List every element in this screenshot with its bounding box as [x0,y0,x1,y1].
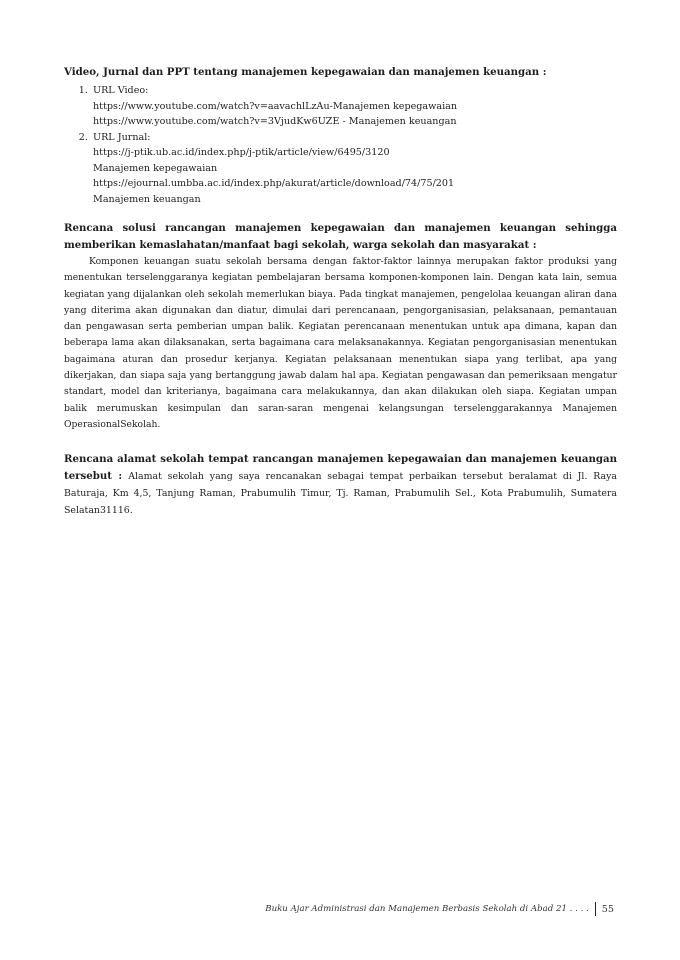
journal-caption-2: Manajemen keuangan [93,193,201,205]
section2-heading: Rencana solusi rancangan manajemen kepegawaian dan manajemen keuangan sehingga memberikan kemaslahatan/manfaat bagi sekolah, warga sekolah dan masyarakat : [64,222,617,251]
section3-block [64,451,617,519]
footer-divider [595,902,596,916]
footer-book-title: Buku Ajar Administrasi dan Manajemen Berbasis Sekolah di Abad 21 . . . . [265,904,589,914]
list-item-video [91,83,617,130]
video-url-1[interactable]: https://www.youtube.com/watch?v=aavachlLzAu-Manajemen kepegawaian [93,100,458,112]
video-url-2[interactable]: https://www.youtube.com/watch?v=3VjudKw6UZE - Manajemen keuangan [93,116,457,127]
journal-label: 2. URL Jurnal: [93,131,151,143]
section3-address: Alamat sekolah yang saya rencanakan sebagai tempat perbaikan tersebut beralamat di Jl. Raya Baturaja, Km 4,5, Tanjung Raman, Prabumulih Timur, Tj. Raman, Prabumulih Sel., Kota Prabumulih, Sumatera Selatan31116. [64,471,617,517]
video-label: 1. URL Video: [93,85,149,96]
section3-heading: Rencana alamat sekolah tempat rancangan manajemen kepegawaian dan manajemen keuangan tersebut : [64,453,617,483]
page-number: 55 [601,903,614,915]
journal-url-2[interactable]: https://ejournal.umbba.ac.id/index.php/akurat/article/download/74/75/201 [93,178,455,189]
journal-url-1[interactable]: https://j-ptik.ub.ac.id/index.php/j-ptik/article/view/6495/3120 [93,147,390,158]
section2-paragraph: Komponen keuangan suatu sekolah bersama dengan faktor-faktor lainnya merupakan faktor produksi yang menentukan terselenggaranya kegiatan pembelajaran bersama komponen-komponen lain. Dengan kata lain, semua kegiatan yang dijalankan oleh sekolah memerlukan biaya. Pada tingkat manajemen, pengelolaa keuangan aliran dana yang diterima akan digunakan dan diatur, dimulai dari perencanaan, pengorganisasian, pelaksanaan, pemantauan dan pengawasan serta pemberian umpan balik. Kegiatan perencanaan menentukan untuk apa dimana, kapan dan beberapa lama akan dilaksanakan, serta bagaimana cara melaksanakannya. Kegiatan pengorganisasian menentukan bagaimana aturan dan prosedur kerjanya. Kegiatan pelaksanaan menentukan siapa yang terlibat, apa yang dikerjakan, dan siapa saja yang bertanggung jawab dalam hal apa. Kegiatan pengawasan dan pemeriksaan mengatur standart, model dan kriterianya, bagaimana cara melakukannya, dan akan dilakukan oleh siapa. Kegiatan umpan balik merumuskan kesimpulan dan saran-saran mengenai kelangsungan terselenggarakannya Manajemen OperasionalSekolah. [64,256,617,430]
resource-list [64,83,617,207]
journal-caption-1: Manajemen kepegawaian [93,162,218,174]
section1-heading: Video, Jurnal dan PPT tentang manajemen kepegawaian dan manajemen keuangan : [64,66,547,78]
page-footer [265,902,614,916]
list-item-journal [91,130,617,208]
page-content [64,64,617,519]
